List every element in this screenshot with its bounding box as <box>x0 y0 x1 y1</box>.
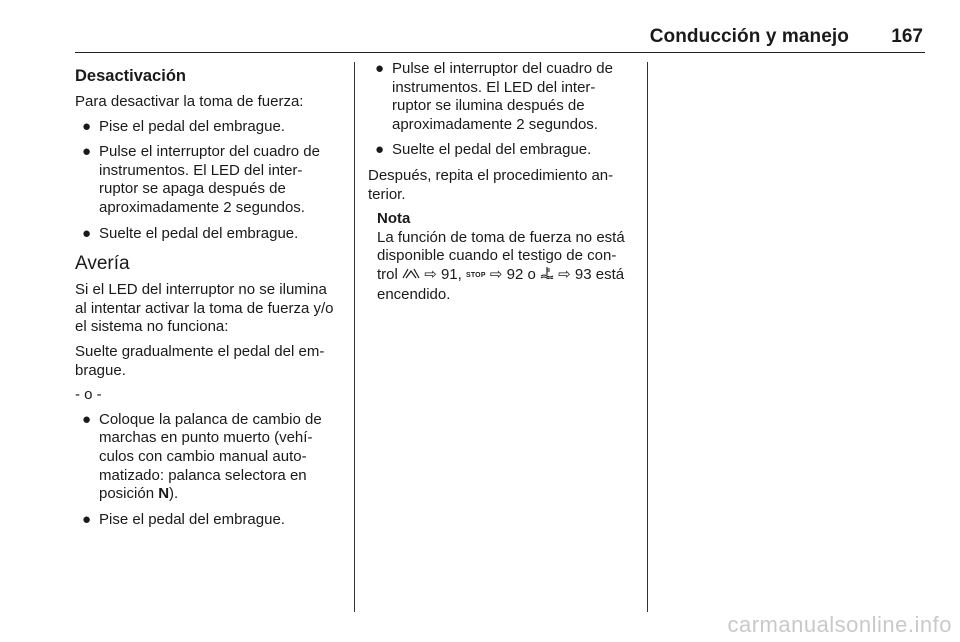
bullet-icon: ● <box>375 141 385 159</box>
list-item <box>368 141 634 160</box>
section-heading-deactivation: Desactivación <box>75 67 186 85</box>
paragraph-fault: Si el LED del interruptor no se ilumina al intentar activar la toma de fuerza y/o el sistema no funciona: <box>75 281 334 336</box>
warning-triangle-engine-icon <box>402 266 420 285</box>
bullet-icon: ● <box>82 510 92 528</box>
note-text-part: La función de toma de fuerza no está disponible cuando el testigo de con-trol <box>377 228 625 283</box>
bullet-icon: ● <box>82 410 92 428</box>
list-item-text-part: Coloque la palanca de cambio de marchas en punto muerto (vehí-culos con cambio manual auto-matizado: palanca selectora en posición <box>99 410 322 503</box>
coolant-temperature-icon <box>540 266 554 285</box>
list-item-text: Pulse el interruptor del cuadro de instrumentos. El LED del inter-ruptor se apaga después de aproximadamente 2 segundos. <box>99 143 320 216</box>
gear-position-n: N <box>158 485 170 503</box>
column-middle <box>368 60 634 304</box>
paragraph-release-clutch: Suelte gradualmente el pedal del em-brague. <box>75 342 325 379</box>
column-left <box>75 60 341 536</box>
bullet-icon: ● <box>375 60 385 77</box>
list-item-text: Suelte el pedal del embrague. <box>392 141 592 159</box>
page-header <box>75 26 925 53</box>
page-reference: 93 está encendido. <box>377 265 625 303</box>
list-item-text: Pise el pedal del embrague. <box>99 117 285 135</box>
list-item <box>75 118 341 137</box>
page-reference-icon: ⇨ <box>558 265 571 283</box>
page-reference: 92 o <box>506 265 536 283</box>
list-item <box>75 511 341 530</box>
list-item <box>75 143 341 217</box>
header-title: Conducción y manejo <box>649 26 849 47</box>
column-divider-1 <box>354 62 355 612</box>
note-box <box>377 210 634 304</box>
section-heading-fault: Avería <box>75 253 130 275</box>
list-item-text <box>99 411 322 502</box>
page-reference-icon: ⇨ <box>489 265 503 283</box>
watermark: carmanualsonline.info <box>727 612 952 637</box>
paragraph-intro: Para desactivar la toma de fuerza: <box>75 93 304 110</box>
list-item <box>75 411 341 504</box>
bullet-icon: ● <box>82 117 92 135</box>
page-number: 167 <box>891 26 923 47</box>
paragraph-repeat: Después, repita el procedimiento an-terior. <box>368 166 614 203</box>
column-divider-2 <box>647 62 648 612</box>
list-item <box>75 225 341 244</box>
bullet-icon: ● <box>82 143 92 161</box>
separator-or: - o - <box>75 386 102 404</box>
stop-indicator-icon: STOP <box>465 271 486 279</box>
bullet-icon: ● <box>82 224 92 242</box>
page-reference-icon: ⇨ <box>424 265 437 283</box>
note-text <box>377 229 634 304</box>
page-reference: 91, <box>440 265 462 283</box>
list-item <box>368 60 634 134</box>
list-item-text: Suelte el pedal del embrague. <box>99 224 299 242</box>
list-item-text: Pise el pedal del embrague. <box>99 510 285 528</box>
list-item-text: Pulse el interruptor del cuadro de instrumentos. El LED del inter-ruptor se ilumina después de aproximadamente 2 segundos. <box>392 60 613 133</box>
note-title: Nota <box>377 210 411 228</box>
list-item-text-part: ). <box>169 485 179 503</box>
